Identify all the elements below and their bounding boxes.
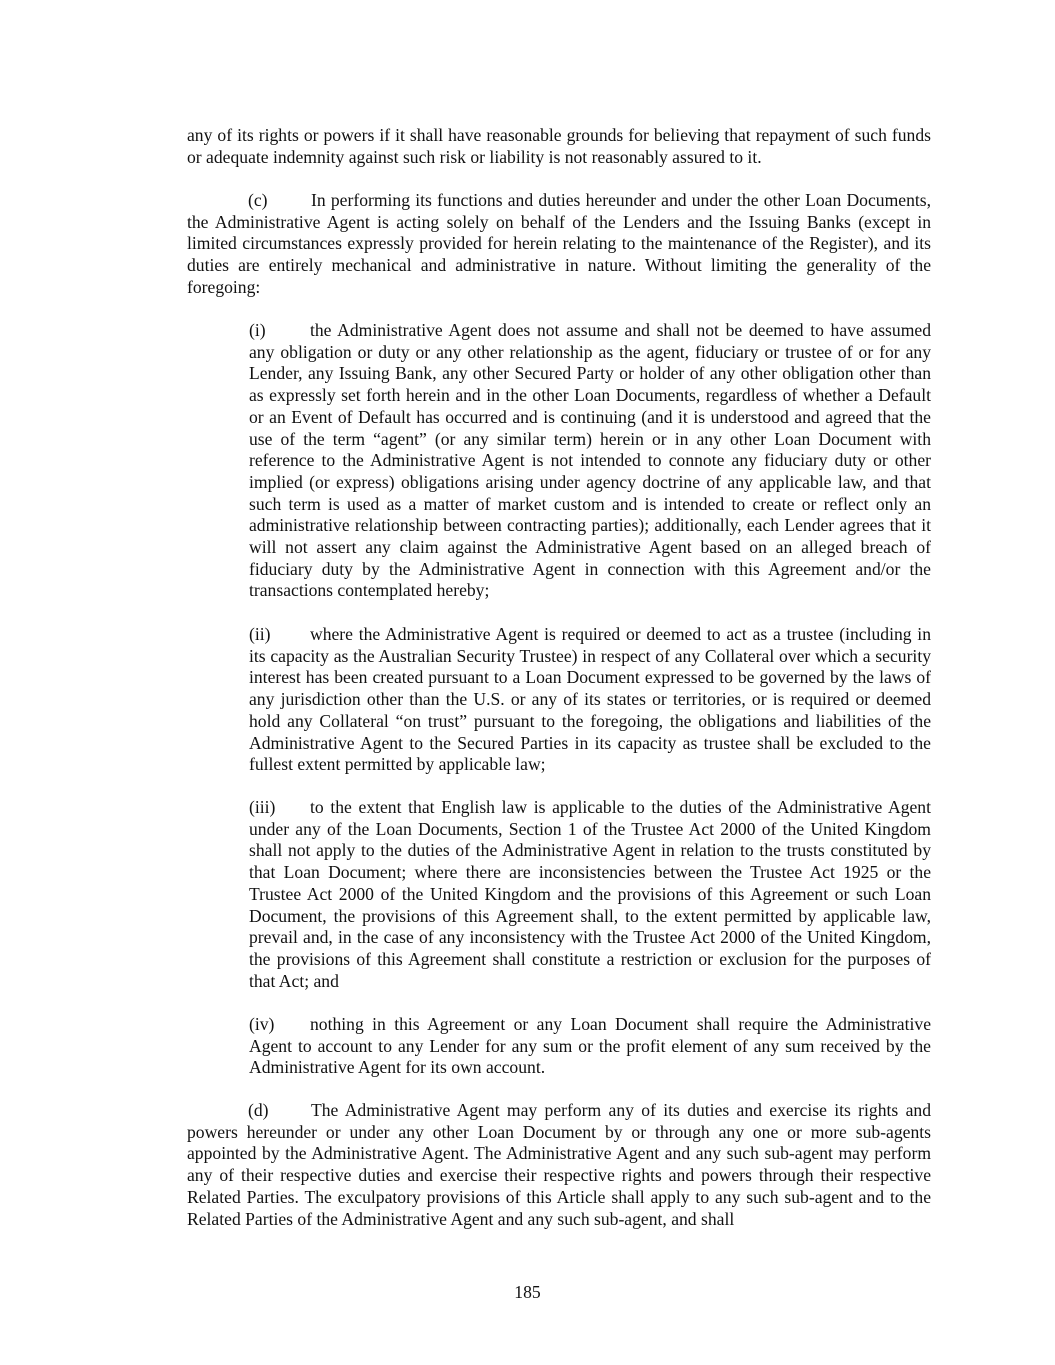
list-item-iii-text: to the extent that English law is applicable to the duties of the Administrative Agent under any of the Loan Documents, Section 1 of the Trustee Act 2000 of the United Kingdom shall not apply to the duties of the Administrative Agent in relation to the trusts constituted by that Loan Document; where there are inconsistencies between the Trustee Act 1925 or the Trustee Act 2000 of the United Kingdom and the provisions of this Agreement or such Loan Document, the provisions of this Agreement shall, to the extent permitted by applicable law, prevail and, in the case of any inconsistency with the Trustee Act 2000 of the United Kingdom, the provisions of this Agreement shall constitute a restriction or exclusion for the purposes of that Act; and — [249, 797, 931, 991]
list-item-ii-text: where the Administrative Agent is required or deemed to act as a trustee (including in its capacity as the Australian Security Trustee) in respect of any Collateral over which a security interest has been created pursuant to a Loan Document expressed to be governed by the laws of any jurisdiction other than the U.S. or any of its states or territories, or is required or deemed hold any Collateral “on trust” pursuant to the foregoing, the obligations and liabilities of the Administrative Agent to the Secured Parties in its capacity as trustee shall be excluded to the fullest extent permitted by applicable law; — [249, 624, 931, 775]
list-item-iv-label: (iv) — [249, 1014, 275, 1034]
list-item-ii — [249, 624, 931, 776]
continuation-paragraph — [187, 125, 931, 168]
list-item-iii-label: (iii) — [249, 797, 276, 817]
list-item-ii-label: (ii) — [249, 624, 271, 644]
paragraph-d-text: The Administrative Agent may perform any of its duties and exercise its rights and powers hereunder or under any other Loan Document by or through any one or more sub-agents appointed by the Administrative Agent. The Administrative Agent and any such sub-agent may perform any of their respective duties and exercise their respective rights and powers through their respective Related Parties. The exculpatory provisions of this Article shall apply to any such sub-agent and to the Related Parties of the Administrative Agent and any such sub-agent, and shall — [187, 1100, 931, 1229]
continuation-text: any of its rights or powers if it shall have reasonable grounds for believing that repayment of such funds or adequate indemnity against such risk or liability is not reasonably assured to it. — [187, 125, 931, 167]
paragraph-c-label: (c) — [248, 190, 268, 210]
page-number: 185 — [514, 1282, 541, 1302]
list-item-iv — [249, 1014, 931, 1079]
paragraph-c — [187, 190, 931, 299]
paragraph-c-text: In performing its functions and duties hereunder and under the other Loan Documents, the Administrative Agent is acting solely on behalf of the Lenders and the Issuing Banks (except in limited circumstances expressly provided for herein relating to the maintenance of the Register), and its duties are entirely mechanical and administrative in nature. Without limiting the generality of the foregoing: — [187, 190, 931, 297]
list-item-i-text: the Administrative Agent does not assume and shall not be deemed to have assumed any obligation or duty or any other relationship as the agent, fiduciary or trustee of or for any Lender, any Issuing Bank, any other Secured Party or holder of any other obligation other than as expressly set forth herein and in the other Loan Documents, regardless of whether a Default or an Event of Default has occurred and is continuing (and it is understood and agreed that the use of the term “agent” (or any similar term) herein or in any other Loan Document with reference to the Administrative Agent is not intended to connote any fiduciary duty or other implied (or express) obligations arising under agency doctrine of any applicable law, and that such term is used as a matter of market custom and is intended to create or reflect only an administrative relationship between contracting parties); additionally, each Lender agrees that it will not assert any claim against the Administrative Agent based on an alleged breach of fiduciary duty by the Administrative Agent in connection with this Agreement and/or the transactions contemplated hereby; — [249, 320, 931, 601]
list-item-iv-text: nothing in this Agreement or any Loan Document shall require the Administrative Agent to account to any Lender for any sum or the profit element of any sum received by the Administrative Agent for its own account. — [249, 1014, 931, 1078]
list-item-iii — [249, 797, 931, 992]
list-item-i-label: (i) — [249, 320, 266, 340]
paragraph-d-label: (d) — [248, 1100, 269, 1120]
list-item-i — [249, 320, 931, 602]
paragraph-d — [187, 1100, 931, 1230]
